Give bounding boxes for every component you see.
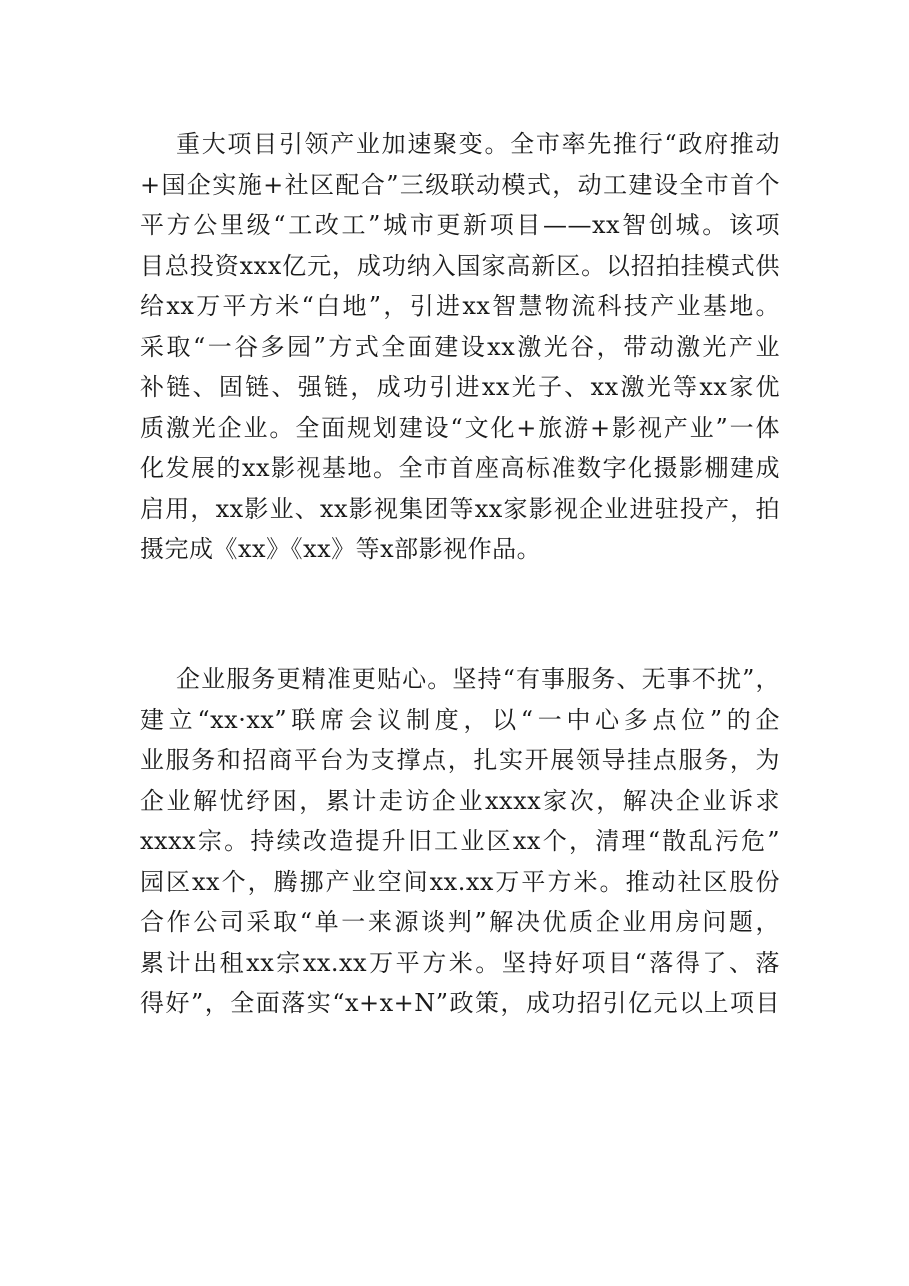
- text-line: xxxx宗。持续改造提升旧工业区xx个，清理“散乱污危”: [140, 827, 780, 855]
- text-line: 化发展的xx影视基地。全市首座高标准数字化摄影棚建成: [140, 454, 780, 482]
- text-line: 园区xx个，腾挪产业空间xx.xx万平方米。推动社区股份: [140, 867, 780, 896]
- text-line: 重大项目引领产业加速聚变。全市率先推行“政府推动: [176, 130, 780, 158]
- text-line: 启用，xx影业、xx影视集团等xx家影视企业进驻投产，拍: [140, 494, 780, 523]
- text-line: +国企实施+社区配合”三级联动模式，动工建设全市首个: [140, 170, 780, 199]
- text-line: 业服务和招商平台为支撑点，扎实开展领导挂点服务，为: [140, 746, 780, 774]
- text-line: 补链、固链、强链，成功引进xx光子、xx激光等xx家优: [140, 373, 780, 401]
- text-line: 质激光企业。全面规划建设“文化+旅游+影视产业”一体: [140, 413, 780, 442]
- text-line: 采取“一谷多园”方式全面建设xx激光谷，带动激光产业: [140, 332, 780, 361]
- text-line: 企业服务更精准更贴心。坚持“有事服务、无事不扰”，: [176, 665, 780, 693]
- text-line: 得好”，全面落实“x+x+N”政策，成功招引亿元以上项目: [140, 989, 780, 1017]
- text-line: 企业解忧纾困，累计走访企业xxxx家次，解决企业诉求: [140, 786, 780, 815]
- paragraph-major-projects: [140, 124, 780, 570]
- text-line: 目总投资xxx亿元，成功纳入国家高新区。以招拍挂模式供: [140, 251, 780, 280]
- text-line: 建立“xx·xx”联席会议制度，以“一中心多点位”的企: [140, 705, 780, 734]
- text-line: 摄完成《xx》《xx》等x部影视作品。: [140, 535, 542, 563]
- text-line: 累计出租xx宗xx.xx万平方米。坚持好项目“落得了、落: [140, 948, 780, 977]
- paragraph-enterprise-service: [140, 659, 780, 1024]
- text-line: 给xx万平方米“白地”，引进xx智慧物流科技产业基地。: [140, 292, 780, 320]
- text-line: 合作公司采取“单一来源谈判”解决优质企业用房问题，: [140, 908, 780, 936]
- text-line: 平方公里级“工改工”城市更新项目——xx智创城。该项: [140, 211, 780, 239]
